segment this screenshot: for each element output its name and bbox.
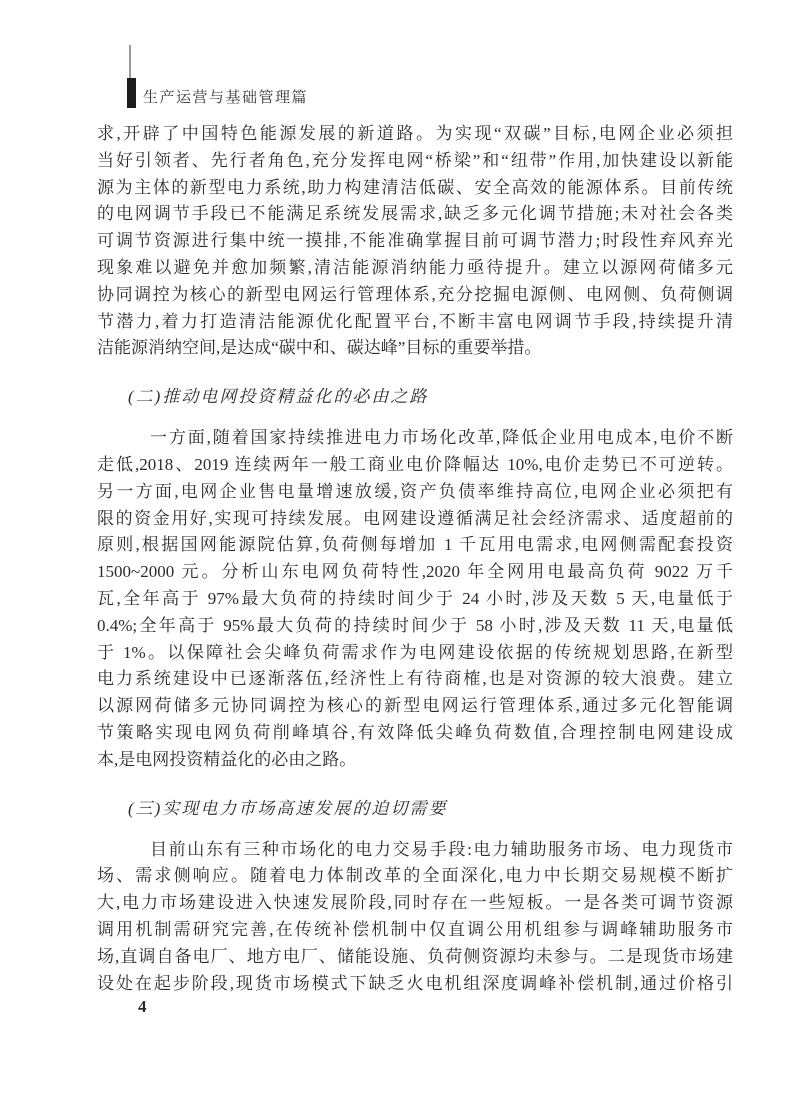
section-heading: (二)推动电网投资精益化的必由之路: [128, 387, 429, 407]
text-line: 以源网荷储多元协同调控为核心的新型电网运行管理体系,通过多元化智能调: [97, 696, 733, 716]
text-line: 场、需求侧响应。随着电力体制改革的全面深化,电力中长期交易规模不断扩: [97, 866, 733, 886]
header-thin-line-decoration: [129, 45, 131, 78]
text-line: 节策略实现电网负荷削峰填谷,有效降低尖峰负荷数值,合理控制电网建设成: [97, 722, 733, 742]
text-line: 的电网调节手段已不能满足系统发展需求,缺乏多元化调节措施;未对社会各类: [97, 204, 733, 224]
page-header: [127, 45, 527, 110]
text-line: 节潜力,着力打造清洁能源优化配置平台,不断丰富电网调节手段,持续提升清: [97, 311, 733, 331]
text-line: 设处在起步阶段,现货市场模式下缺乏火电机组深度调峰补偿机制,通过价格引: [97, 973, 733, 993]
text-line: 0.4%;全年高于 95%最大负荷的持续时间少于 58 小时,涉及天数 11 天,电量低: [97, 615, 733, 635]
text-line: 本,是电网投资精益化的必由之路。: [97, 749, 357, 769]
page-content: [97, 121, 733, 997]
text-line: 场,直调自备电厂、地方电厂、储能设施、负荷侧资源均未参与。二是现货市场建: [97, 946, 733, 966]
section-title: 生产运营与基础管理篇: [143, 90, 309, 106]
page-number: 4: [138, 997, 147, 1016]
text-line: 一方面,随着国家持续推进电力市场化改革,降低企业用电成本,电价不断: [150, 428, 733, 448]
text-line: 电力系统建设中已逐渐落伍,经济性上有待商榷,也是对资源的较大浪费。建立: [97, 669, 733, 689]
section-heading: (三)实现电力市场高速发展的迫切需要: [128, 798, 448, 818]
paragraph: [97, 837, 733, 998]
text-line: 可调节资源进行集中统一摸排,不能准确掌握目前可调节潜力;时段性弃风弃光: [97, 231, 733, 251]
text-line: 原则,根据国网能源院估算,负荷侧每增加 1 千瓦用电需求,电网侧需配套投资: [97, 535, 733, 555]
text-line: 限的资金用好,实现可持续发展。电网建设遵循满足社会经济需求、适度超前的: [97, 508, 733, 528]
text-line: 协同调控为核心的新型电网运行管理体系,充分挖掘电源侧、电网侧、负荷侧调: [97, 284, 733, 304]
text-line: 现象难以避免并愈加频繁,清洁能源消纳能力亟待提升。建立以源网荷储多元: [97, 257, 733, 277]
header-black-bar-decoration: [127, 78, 136, 108]
text-line: 1500~2000 元。分析山东电网负荷特性,2020 年全网用电最高负荷 9022 万千: [97, 562, 733, 582]
text-line: 洁能源消纳空间,是达成“碳中和、碳达峰”目标的重要举措。: [97, 338, 542, 358]
text-line: 于 1%。以保障社会尖峰负荷需求作为电网建设依据的传统规划思路,在新型: [97, 642, 733, 662]
paragraph: [97, 425, 733, 773]
paragraph: [97, 121, 733, 362]
text-line: 大,电力市场建设进入快速发展阶段,同时存在一些短板。一是各类可调节资源: [97, 893, 733, 913]
text-line: 当好引领者、先行者角色,充分发挥电网“桥梁”和“纽带”作用,加快建设以新能: [97, 150, 733, 170]
text-line: 目前山东有三种市场化的电力交易手段:电力辅助服务市场、电力现货市: [150, 839, 733, 859]
text-line: 走低,2018、2019 连续两年一般工商业电价降幅达 10%,电价走势已不可逆转。: [97, 454, 733, 474]
text-line: 求,开辟了中国特色能源发展的新道路。为实现“双碳”目标,电网企业必须担: [97, 124, 733, 143]
text-line: 源为主体的新型电力系统,助力构建清洁低碳、安全高效的能源体系。目前传统: [97, 177, 733, 197]
text-line: 调用机制需研究完善,在传统补偿机制中仅直调公用机组参与调峰辅助服务市: [97, 919, 733, 939]
text-line: 瓦,全年高于 97%最大负荷的持续时间少于 24 小时,涉及天数 5 天,电量低于: [97, 588, 733, 608]
text-line: 另一方面,电网企业售电量增速放缓,资产负债率维持高位,电网企业必须把有: [97, 481, 733, 501]
